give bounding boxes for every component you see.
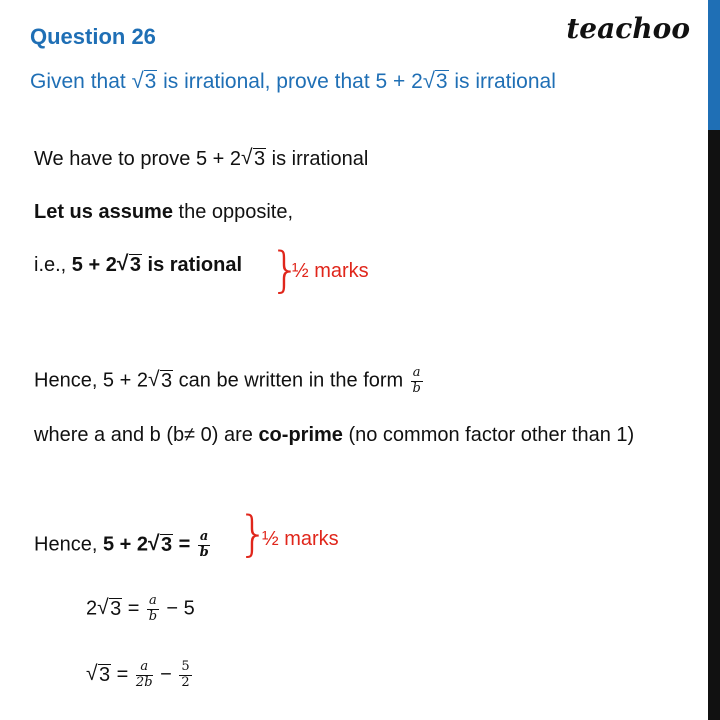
question-mid: is irrational, prove that 5 + 2 <box>157 70 423 93</box>
sqrt-symbol: √ 3 <box>87 664 111 687</box>
fraction: $\frac{a}{2b}$ <box>135 659 153 690</box>
fraction: $\frac{a}{b}$ <box>412 365 421 396</box>
sqrt-symbol: √ 3 <box>149 370 173 393</box>
sidebar-accent-dark <box>708 130 720 720</box>
line-step-2: √ 3 = $\frac{a}{2b}$ − $\frac{5}{2}$ <box>86 660 194 691</box>
fraction: $\frac{a}{b}$ <box>148 593 158 624</box>
sqrt-symbol: √ 3 <box>242 148 266 171</box>
question-statement <box>30 70 556 94</box>
line-assume: Let us assume the opposite, <box>34 201 294 223</box>
line-ie-rational: i.e., 5 + 2√ 3 is rational <box>34 254 242 277</box>
sqrt-symbol: √ 3 <box>98 598 122 621</box>
line-equation: Hence, 5 + 2√ 3 = $\frac{a}{b}$ <box>34 530 212 561</box>
fraction: $\frac{a}{b}$ <box>199 529 209 560</box>
sqrt-symbol: √ 3 <box>133 70 158 94</box>
sidebar-accent-blue <box>708 0 720 130</box>
line-prove: We have to prove 5 + 2√ 3 is irrational <box>34 148 368 171</box>
sqrt-symbol: √ 3 <box>149 534 173 557</box>
sqrt-symbol: √ 3 <box>424 70 449 94</box>
question-title: Question 26 <box>30 24 156 49</box>
brace-icon: } <box>270 242 301 298</box>
sqrt-symbol: √ 3 <box>118 254 142 277</box>
question-suffix: is irrational <box>448 70 556 93</box>
marks-label: ½ marks <box>292 260 369 282</box>
question-prefix: Given that <box>30 70 132 93</box>
line-step-1: 2√ 3 = $\frac{a}{b}$ − 5 <box>86 594 195 625</box>
line-coprime: where a and b (b≠ 0) are co-prime (no common factor other than 1) <box>34 424 635 446</box>
line-form: Hence, 5 + 2√ 3 can be written in the form $\frac{a}{b}$ <box>34 366 425 397</box>
marks-label: ½ marks <box>262 528 339 550</box>
fraction: $\frac{5}{2}$ <box>181 659 190 690</box>
teachoo-logo: teachoo <box>566 12 690 45</box>
brace-icon: } <box>238 506 269 562</box>
